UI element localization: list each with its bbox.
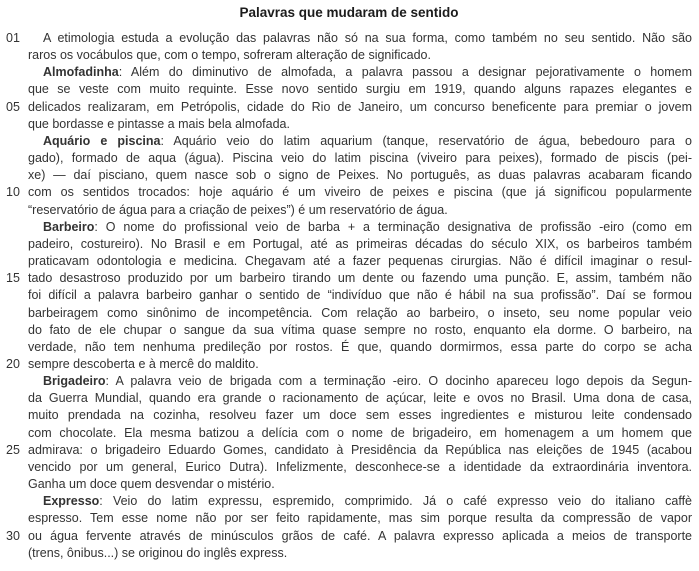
text-line: [6, 459, 692, 476]
line-number: [6, 219, 28, 236]
text-line: [6, 133, 692, 150]
text-line: [6, 81, 692, 98]
line-text: [28, 493, 692, 510]
line-text: [28, 47, 692, 64]
line-rest: sempre descoberta e à mercê do maldito.: [28, 356, 259, 371]
line-rest: vencido por um general, Eurico Dutra). Infelizmente, desconhece-se a identidade da extraordinária inventora.: [28, 459, 692, 474]
line-text: [28, 184, 692, 201]
line-number: [6, 390, 28, 407]
text-line: [6, 99, 692, 116]
text-line: [6, 64, 692, 81]
line-rest: (trens, ônibus...) se originou do inglês express.: [28, 545, 288, 560]
line-text: [28, 339, 692, 356]
line-number: [6, 373, 28, 390]
line-rest: “reservatório de água para a criação de peixes”) é um reservatório de água.: [28, 202, 448, 217]
line-rest: com chocolate. Ela mesma batizou a delícia com o nome de brigadeiro, em homenagem a um homem que: [28, 425, 692, 440]
line-text: [28, 253, 692, 270]
line-number: [6, 322, 28, 339]
line-rest: praticavam odontologia e medicina. Chegavam até a fazer pequenas cirurgias. Não é difícil imaginar o resul-: [28, 254, 692, 269]
line-number: [6, 459, 28, 476]
line-rest: : Além do diminutivo de almofada, a palavra passou a designar pejorativamente o homem: [118, 65, 692, 80]
line-number: 05: [6, 99, 20, 114]
line-text: [28, 236, 692, 253]
text-line: [6, 390, 692, 407]
text-line: [6, 287, 692, 304]
line-text: [28, 167, 692, 184]
line-number: [6, 253, 28, 270]
line-text: [28, 81, 692, 98]
line-rest: verdade, não tem nenhuma predileção por rostos. É que, quando dormirmos, essa parte do corpo se acha: [28, 339, 692, 354]
line-number: [6, 287, 28, 304]
line-rest: que bordasse e pintasse a mais bela almofada.: [28, 116, 290, 131]
line-rest: ou água fervente através de minúsculos grãos de café. A palavra expresso aplicada a meios de transporte: [28, 528, 692, 543]
line-text: [28, 270, 692, 287]
line-number: [6, 167, 28, 184]
text-line: [6, 356, 692, 373]
line-number: 10: [6, 185, 20, 200]
line-text: [28, 64, 692, 81]
line-rest: : Aquário veio do latim aquarium (tanque, reservatório de água, bebedouro para o: [160, 133, 692, 148]
line-rest: : A palavra veio de brigada com a terminação -eiro. O docinho apareceu logo depois da Segun-: [105, 374, 692, 389]
line-text: [28, 459, 692, 476]
line-number: [6, 510, 28, 527]
text-line: [6, 270, 692, 287]
text-line: [6, 202, 692, 219]
line-number: [6, 81, 28, 98]
text-line: [6, 322, 692, 339]
line-text: [28, 373, 692, 390]
line-number: [6, 305, 28, 322]
line-number: [6, 339, 28, 356]
line-rest: da Guerra Mundial, quando era grande o racionamento de açúcar, leite e ovos no Brasil. Uma dona de casa,: [28, 391, 692, 406]
line-rest: delicados realizaram, em Petrópolis, cidade do Rio de Janeiro, um concurso beneficente para premiar o jovem: [28, 99, 692, 114]
line-rest: admirava: o brigadeiro Eduardo Gomes, candidato à Presidência da República nas eleições de 1945 (acabou: [28, 442, 692, 457]
line-rest: do fato de ele chupar o sangue da sua vítima quase sempre no rosto, enquanto ela dorme. O barbeiro, na: [28, 322, 692, 337]
line-number: [6, 545, 28, 562]
line-text: [28, 322, 692, 339]
line-number: [6, 202, 28, 219]
text-line: [6, 150, 692, 167]
text-line: [6, 528, 692, 545]
line-text: [28, 476, 692, 493]
paragraph-lead: Aquário e piscina: [43, 133, 161, 148]
line-rest: barbeiragem como sinônimo de incompetência. Com relação ao barbeiro, o inseto, seu nome popular veio: [28, 305, 692, 320]
paragraph-lead: Barbeiro: [43, 219, 95, 234]
paragraph-lead: Expresso: [43, 494, 100, 509]
text-line: [6, 545, 692, 562]
line-number: 25: [6, 442, 20, 457]
line-number: [6, 425, 28, 442]
line-number: 01: [6, 31, 20, 45]
line-text: [28, 219, 692, 236]
line-text: [28, 202, 692, 219]
line-rest: A etimologia estuda a evolução das palavras não só na sua forma, como também no seu sentido. Não são: [43, 31, 692, 45]
paragraph-lead: Almofadinha: [43, 65, 119, 80]
line-text: [28, 116, 692, 133]
line-rest: foi difícil a palavra barbeiro ganhar o sentido de “indivíduo que não é hábil na sua profissão”. Daí se formou: [28, 288, 692, 303]
text-line: [6, 30, 692, 47]
text-line: [6, 219, 692, 236]
line-number: [6, 407, 28, 424]
line-rest: tado desastroso produzido por um barbeiro tirando um dente ou fazendo uma punção. E, assim, também não: [28, 271, 692, 286]
line-rest: gado), formado de aqua (água). Piscina veio do latim piscina (viveiro para peixes), formado de piscis (pei-: [28, 151, 692, 166]
text-line: [6, 167, 692, 184]
line-text: [28, 150, 692, 167]
text-line: [6, 305, 692, 322]
line-text: [28, 528, 692, 545]
line-number: [6, 150, 28, 167]
line-number: [6, 493, 28, 510]
line-rest: Ganha um doce quem desvendar o mistério.: [28, 477, 275, 492]
line-number: [6, 64, 28, 81]
line-text: [28, 425, 692, 442]
text-body: [6, 30, 692, 562]
line-rest: : O nome do profissional veio de barba + a terminação designativa de profissão -eiro (como em: [94, 219, 692, 234]
text-line: [6, 373, 692, 390]
line-text: [28, 133, 692, 150]
line-text: [28, 99, 692, 116]
paragraph-lead: Brigadeiro: [43, 374, 106, 389]
line-number: [6, 236, 28, 253]
text-line: [6, 493, 692, 510]
line-rest: espresso. Tem esse nome não por ser feito rapidamente, mas sim porque resulta da compressão de vapor: [28, 511, 692, 526]
text-line: [6, 476, 692, 493]
line-text: [28, 545, 692, 562]
text-line: [6, 47, 692, 64]
line-text: [28, 407, 692, 424]
line-number: 15: [6, 271, 20, 286]
line-rest: que se veste com muito requinte. Esse novo sentido surgiu em 1919, quando alguns rapazes elegantes e: [28, 82, 692, 97]
line-number: [6, 47, 28, 64]
text-line: [6, 184, 692, 201]
line-number: [6, 133, 28, 150]
line-number: 20: [6, 356, 20, 371]
text-line: [6, 253, 692, 270]
line-rest: com os sentidos trocados: hoje aquário é um viveiro de peixes e piscina (que já significou popularmente: [28, 185, 692, 200]
line-rest: padeiro, costureiro). No Brasil e em Portugal, até as primeiras décadas do século XIX, os barbeiros também: [28, 236, 692, 251]
text-line: [6, 407, 692, 424]
text-line: [6, 442, 692, 459]
line-text: [28, 510, 692, 527]
line-rest: xe) — daí pisciano, quem nasce sob o signo de Peixes. No português, as duas palavras acabaram ficando: [28, 168, 692, 183]
text-line: [6, 339, 692, 356]
text-line: [6, 116, 692, 133]
line-text: [28, 356, 692, 373]
line-rest: muito prendada na cozinha, resolveu fazer um doce sem esses ingredientes e misturou leite condensado: [28, 408, 692, 423]
line-text: [28, 305, 692, 322]
line-number: 30: [6, 528, 20, 543]
line-text: [28, 287, 692, 304]
line-number: [6, 476, 28, 493]
line-rest: : Veio do latim expressu, espremido, comprimido. Já o café expresso veio do italiano caffè: [99, 494, 692, 509]
line-text: [28, 390, 692, 407]
text-line: [6, 510, 692, 527]
page-title: Palavras que mudaram de sentido: [239, 5, 459, 20]
text-line: [6, 236, 692, 253]
line-rest: raros os vocábulos que, com o tempo, sofreram alteração de significado.: [28, 48, 431, 63]
line-text: [28, 442, 692, 459]
text-line: [6, 425, 692, 442]
line-text: [28, 30, 692, 47]
line-number: [6, 116, 28, 133]
